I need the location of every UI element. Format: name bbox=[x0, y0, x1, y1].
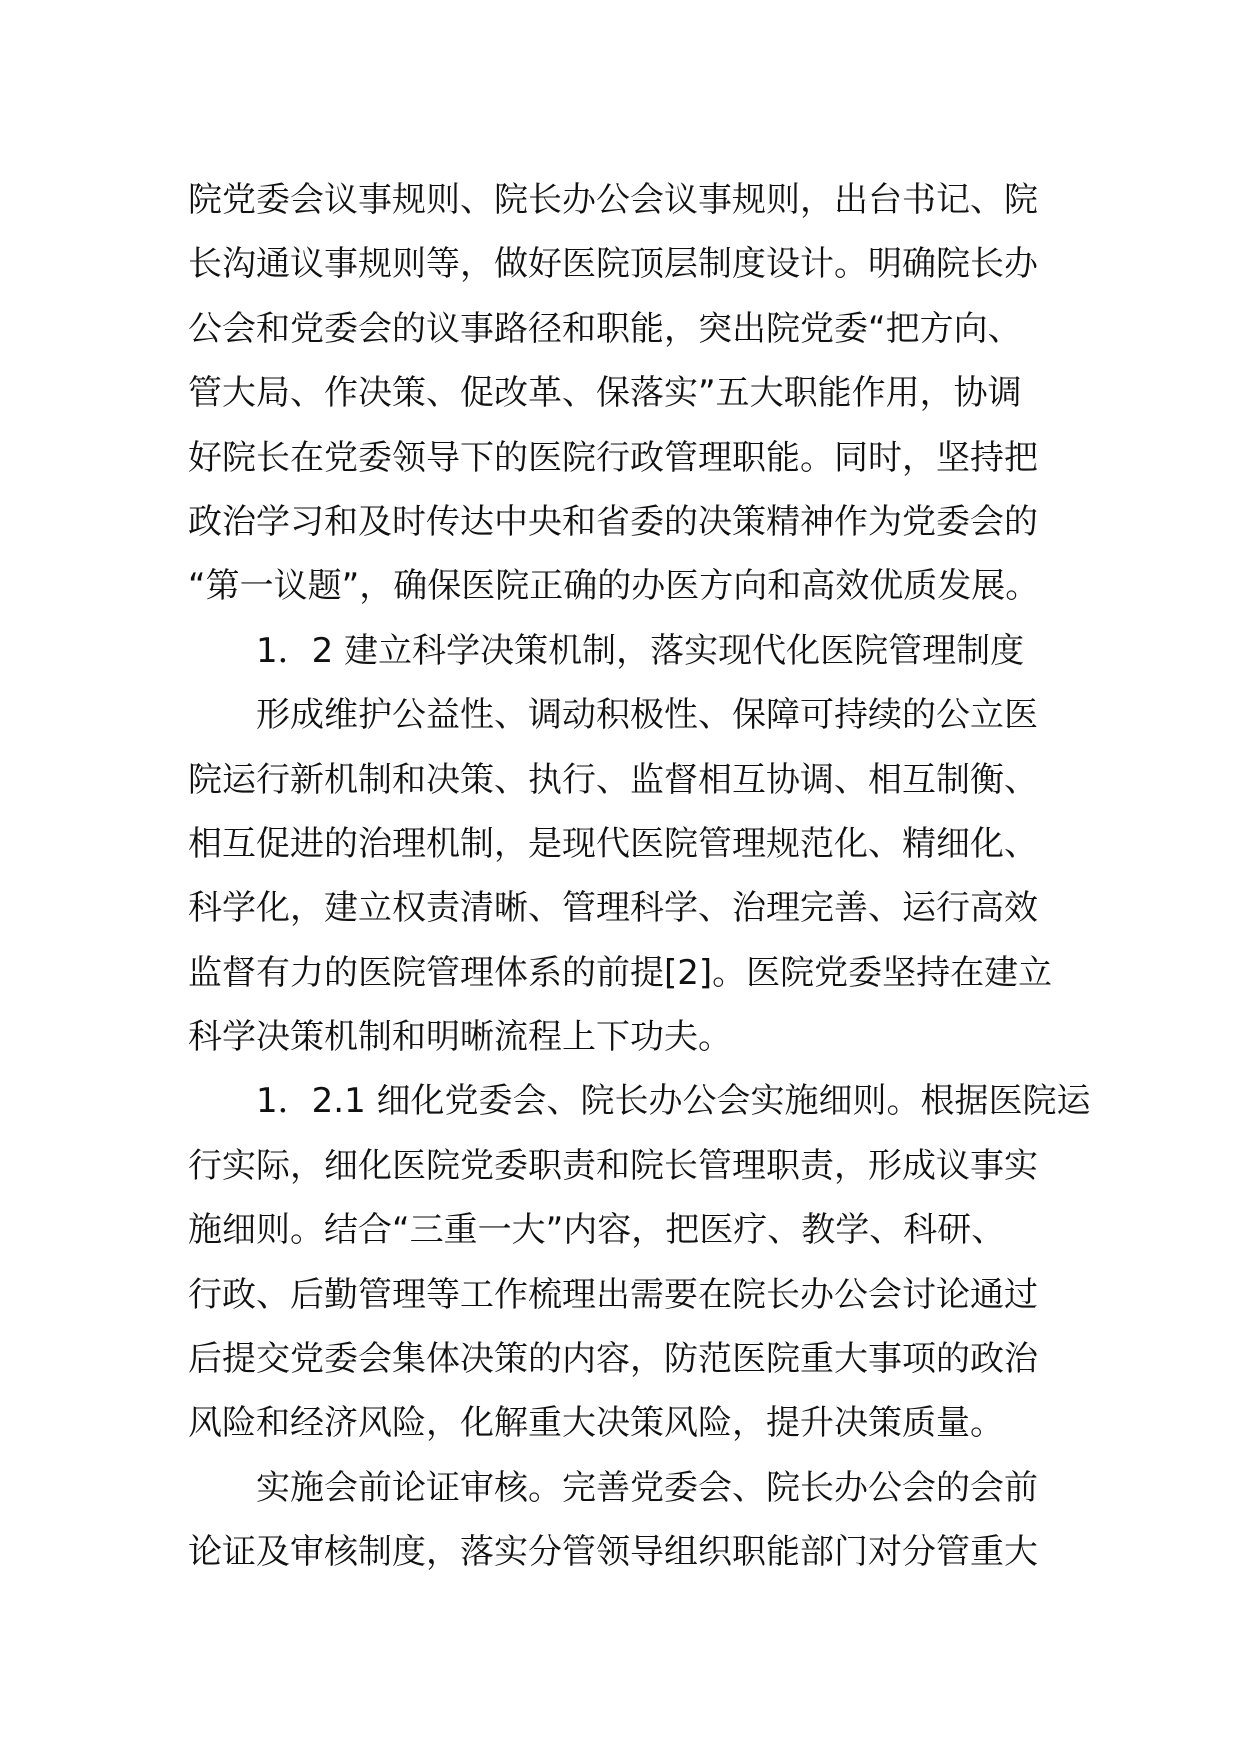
text-line: 行政、后勤管理等工作梳理出需要在院长办公会讨论通过 bbox=[188, 1274, 1038, 1315]
subsection-heading: 1．2.1 细化党委会、院长办公会实施细则。根据医院运 bbox=[256, 1081, 1091, 1122]
text-line: 后提交党委会集体决策的内容，防范医院重大事项的政治 bbox=[188, 1339, 1038, 1380]
section-heading: 1．2 建立科学决策机制，落实现代化医院管理制度 bbox=[256, 630, 1025, 671]
text-line: 相互促进的治理机制，是现代医院管理规范化、精细化、 bbox=[188, 823, 1038, 864]
paragraph-start: 实施会前论证审核。完善党委会、院长办公会的会前 bbox=[256, 1467, 1038, 1508]
text-line: 施细则。结合“三重一大”内容，把医疗、教学、科研、 bbox=[188, 1210, 1006, 1251]
document-body bbox=[188, 168, 1091, 1585]
text-line: 行实际，细化医院党委职责和院长管理职责，形成议事实 bbox=[188, 1145, 1038, 1186]
text-line: 院运行新机制和决策、执行、监督相互协调、相互制衡、 bbox=[188, 759, 1038, 800]
text-line: 监督有力的医院管理体系的前提[2]。医院党委坚持在建立 bbox=[188, 952, 1053, 993]
text-line: 论证及审核制度，落实分管领导组织职能部门对分管重大 bbox=[188, 1532, 1038, 1573]
text-line: 院党委会议事规则、院长办公会议事规则，出台书记、院 bbox=[188, 180, 1038, 220]
text-line: 管大局、作决策、促改革、保落实”五大职能作用，协调 bbox=[188, 373, 1022, 414]
text-line: 科学化，建立权责清晰、管理科学、治理完善、运行高效 bbox=[188, 888, 1038, 929]
text-line: 公会和党委会的议事路径和职能，突出院党委“把方向、 bbox=[188, 308, 1022, 349]
text-line: “第一议题”，确保医院正确的办医方向和高效优质发展。 bbox=[188, 566, 1040, 607]
text-line: 科学决策机制和明晰流程上下功夫。 bbox=[188, 1017, 732, 1058]
text-line: 好院长在党委领导下的医院行政管理职能。同时，坚持把 bbox=[188, 437, 1038, 478]
text-line: 风险和经济风险，化解重大决策风险，提升决策质量。 bbox=[188, 1403, 1004, 1444]
paragraph-start: 形成维护公益性、调动积极性、保障可持续的公立医 bbox=[256, 695, 1038, 736]
text-line: 政治学习和及时传达中央和省委的决策精神作为党委会的 bbox=[188, 501, 1038, 542]
text-line: 长沟通议事规则等，做好医院顶层制度设计。明确院长办 bbox=[188, 244, 1038, 285]
